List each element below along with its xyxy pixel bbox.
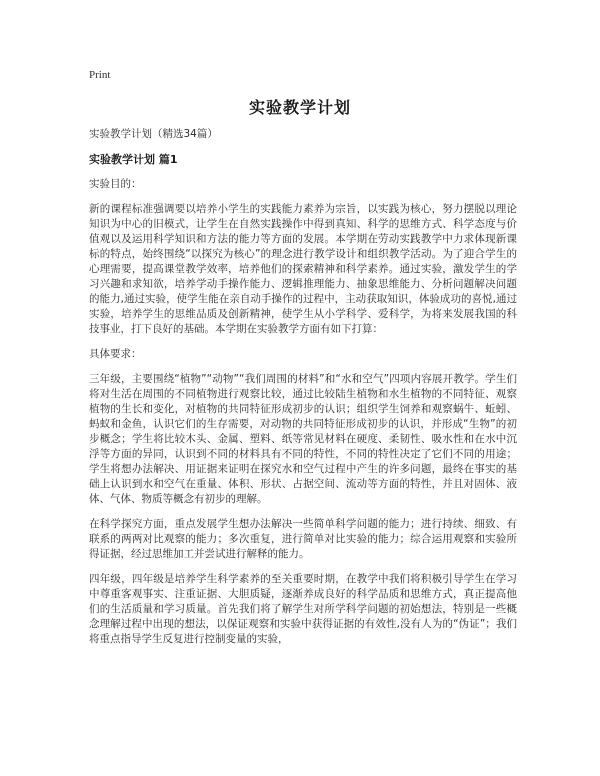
paragraph-grade-four: 四年级，四年级是培养学生科学素养的至关重要时期，在教学中我们将积极引导学生在学习中尊重客观事实、注重证据、大胆质疑，逐渐养成良好的科学品质和思维方式，真正提高他们的生活质量和学习质量。首先我们将了解学生对所学科学问题的初始想法，特别是一些概念理解过程中出现的想法，以保证观察和实验中获得证据的有效性,没有人为的“伪证”；我们将重点指导学生反复进行控制变量的实验， [89, 573, 517, 645]
paragraph-purpose: 新的课程标准强调要以培养小学生的实践能力素养为宗旨，以实践为核心，努力摆脱以理论知识为中心的旧模式，让学生在自然实践操作中得到真知、科学的思维方式、科学态度与价值观以及运用科学知识和方法的能力等方面的发展。本学期在劳动实践教学中力求体现新课标的特点，始终围绕“以探究为核心”的理念进行教学设计和组织教学活动。为了迎合学生的心理需要，提高课堂教学效率，培养他们的探索精神和科学素养。通过实验，激发学生的学习兴趣和求知欲，培养学动手操作能力、逻辑推理能力、抽象思维能力、分析问题解决问题的能力,通过实验，使学生能在亲自动手操作的过程中，主动获取知识，体验成功的喜悦,通过实验，培养学生的思维品质及创新精神，使学生从小学科学、爱科学，为将来发展我国的科技事业，打下良好的基础。本学期在实验教学方面有如下打算： [89, 203, 517, 335]
requirements-label: 具体要求： [89, 348, 142, 360]
document-subtitle: 实验教学计划（精选34篇） [89, 128, 218, 140]
print-label: Print [89, 69, 111, 81]
section-heading: 实验教学计划 篇1 [89, 153, 178, 166]
purpose-label: 实验目的： [89, 178, 142, 190]
document-title: 实验教学计划 [248, 98, 351, 117]
document-body [89, 127, 517, 657]
paragraph-inquiry: 在科学探究方面，重点发展学生想办法解决一些简单科学问题的能力；进行持续、细致、有联系的两两对比观察的能力；多次重复，进行简单对比实验的能力；综合运用观察和实验所得证据，经过思维加工并尝试进行解释的能力。 [89, 518, 517, 560]
paragraph-grade-three: 三年级，主要围绕“植物”“动物”“我们周围的材料”和“水和空气”四项内容展开教学。学生们将对生活在周围的不同植物进行观察比较，通过比较陆生植物和水生植物的不同特征、观察植物的生长和变化，对植物的共同特征形成初步的认识；组织学生饲养和观察蜗牛、蚯蚓、蚂蚁和金鱼，认识它们的生存需要，对动物的共同特征形成初步的认识，并形成“生物”的初步概念；学生将比较木头、金属、塑料、纸等常见材料在硬度、柔韧性、吸水性和在水中沉浮等方面的异同，认识到不同的材料具有不同的特性，不同的特性决定了它们不同的用途；学生将想办法解决、用证据来证明在探究水和空气过程中产生的许多问题，最终在事实的基础上认识到水和空气在重量、体积、形状、占据空间、流动等方面的特性，并且对固体、液体、气体、物质等概念有初步的理解。 [89, 373, 517, 505]
